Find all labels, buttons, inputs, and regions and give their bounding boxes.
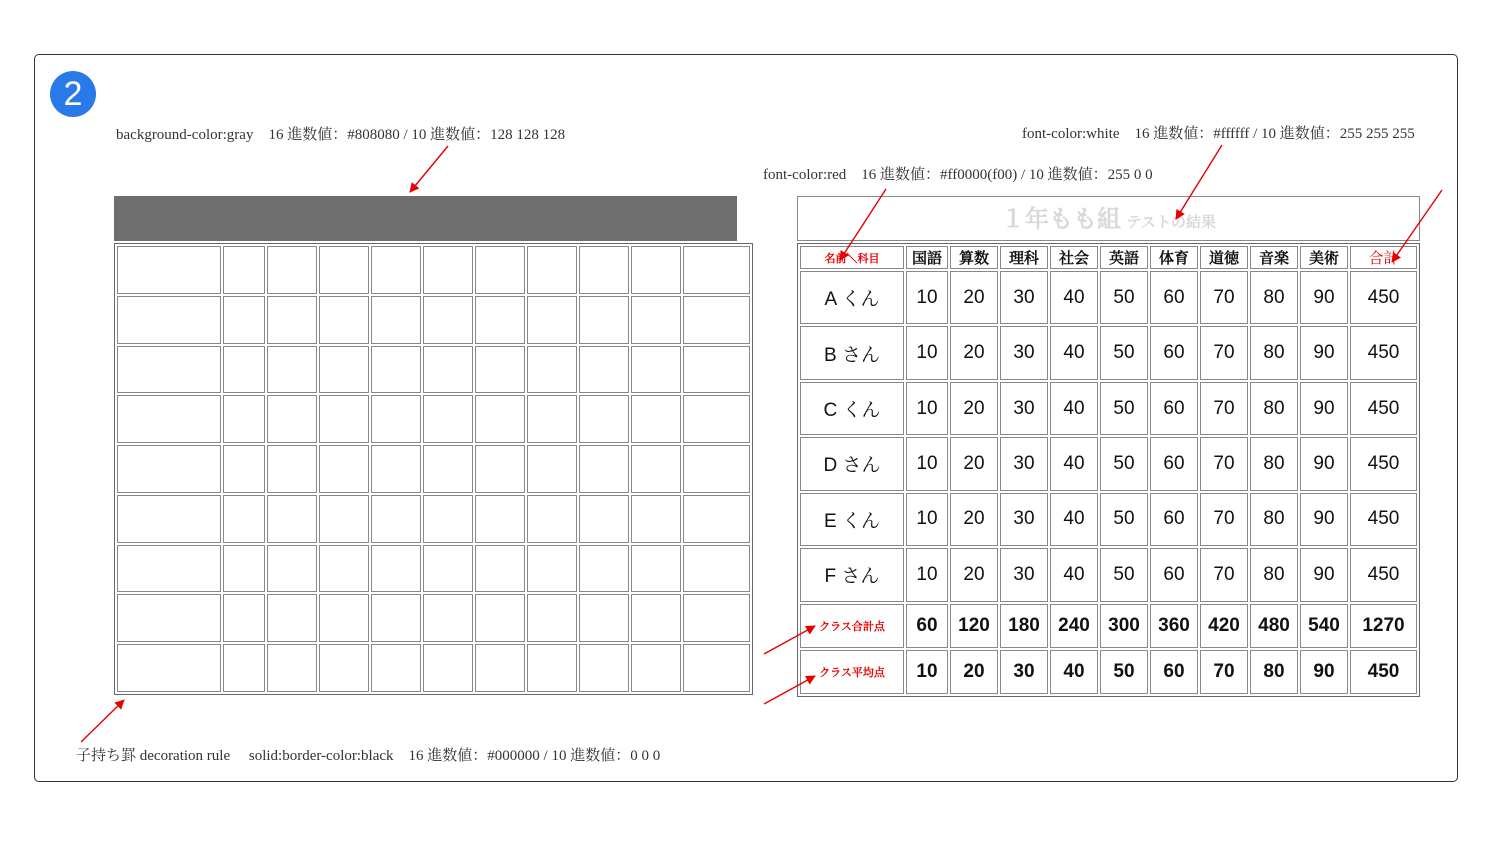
student-name-cell: C くん	[800, 382, 904, 435]
empty-grid-cell	[579, 495, 629, 543]
score-cell: 450	[1350, 271, 1417, 324]
score-cell: 20	[950, 548, 998, 601]
empty-grid-row	[117, 445, 750, 493]
score-cell: 60	[1150, 271, 1198, 324]
empty-grid-row	[117, 644, 750, 692]
summary-value-cell: 80	[1250, 650, 1298, 694]
score-cell: 70	[1200, 326, 1248, 379]
note-font-color-red: font-color:red 16 進数値：#ff0000(f00) / 10 進数値：255 0 0	[763, 167, 1153, 183]
empty-grid-cell	[475, 644, 525, 692]
empty-grid-cell	[423, 346, 473, 394]
empty-grid-cell	[475, 246, 525, 294]
score-cell: 30	[1000, 437, 1048, 490]
empty-grid-cell	[267, 395, 317, 443]
empty-grid-cell	[579, 296, 629, 344]
empty-grid-cell	[267, 296, 317, 344]
empty-grid-cell	[527, 296, 577, 344]
header-subject: 算数	[950, 246, 998, 269]
empty-grid-cell	[117, 246, 221, 294]
empty-grid-row	[117, 594, 750, 642]
table-row	[800, 326, 1417, 379]
empty-grid-cell	[223, 594, 265, 642]
score-cell: 60	[1150, 548, 1198, 601]
empty-grid-cell	[267, 594, 317, 642]
empty-grid-cell	[267, 495, 317, 543]
empty-grid-cell	[117, 395, 221, 443]
empty-grid-cell	[223, 495, 265, 543]
summary-value-cell: 240	[1050, 604, 1098, 648]
empty-grid-cell	[527, 594, 577, 642]
score-cell: 10	[906, 437, 948, 490]
table-row	[800, 271, 1417, 324]
empty-grid-cell	[683, 445, 750, 493]
summary-value-cell: 60	[906, 604, 948, 648]
score-cell: 30	[1000, 271, 1048, 324]
student-name-cell: D さん	[800, 437, 904, 490]
empty-grid-cell	[631, 545, 681, 593]
summary-row	[800, 604, 1417, 648]
score-cell: 80	[1250, 493, 1298, 546]
summary-value-cell: 450	[1350, 650, 1417, 694]
empty-grid-cell	[319, 545, 369, 593]
student-name-cell: E くん	[800, 493, 904, 546]
empty-grid-cell	[117, 545, 221, 593]
empty-grid-cell	[683, 545, 750, 593]
score-cell: 70	[1200, 382, 1248, 435]
score-cell: 60	[1150, 493, 1198, 546]
header-subject: 英語	[1100, 246, 1148, 269]
empty-grid-cell	[423, 296, 473, 344]
empty-grid-cell	[371, 545, 421, 593]
header-subject: 道徳	[1200, 246, 1248, 269]
header-subject: 音楽	[1250, 246, 1298, 269]
score-cell: 20	[950, 437, 998, 490]
empty-grid-cell	[631, 495, 681, 543]
header-subject: 体育	[1150, 246, 1198, 269]
empty-grid-cell	[631, 594, 681, 642]
header-subject: 理科	[1000, 246, 1048, 269]
score-cell: 20	[950, 382, 998, 435]
empty-grid-cell	[423, 594, 473, 642]
score-cell: 90	[1300, 326, 1348, 379]
summary-value-cell: 180	[1000, 604, 1048, 648]
score-cell: 450	[1350, 437, 1417, 490]
empty-grid-row	[117, 246, 750, 294]
empty-grid-cell	[683, 594, 750, 642]
step-number-badge: 2	[50, 71, 96, 117]
summary-label-cell: クラス合計点	[800, 604, 904, 648]
empty-grid-cell	[631, 296, 681, 344]
empty-grid-cell	[631, 644, 681, 692]
score-cell: 40	[1050, 382, 1098, 435]
empty-grid-cell	[267, 346, 317, 394]
score-cell: 450	[1350, 548, 1417, 601]
summary-value-cell: 120	[950, 604, 998, 648]
score-cell: 80	[1250, 437, 1298, 490]
score-cell: 30	[1000, 548, 1048, 601]
score-cell: 30	[1000, 326, 1048, 379]
student-name-cell: B さん	[800, 326, 904, 379]
empty-grid-cell	[527, 545, 577, 593]
score-cell: 80	[1250, 548, 1298, 601]
score-cell: 60	[1150, 437, 1198, 490]
score-cell: 90	[1300, 493, 1348, 546]
summary-row	[800, 650, 1417, 694]
score-cell: 70	[1200, 493, 1248, 546]
score-cell: 50	[1100, 271, 1148, 324]
summary-value-cell: 90	[1300, 650, 1348, 694]
empty-grid-cell	[631, 246, 681, 294]
score-cell: 60	[1150, 326, 1198, 379]
note-font-color-white: font-color:white 16 進数値：#ffffff / 10 進数値：255 255 255	[1022, 126, 1415, 142]
empty-grid-cell	[475, 495, 525, 543]
score-cell: 50	[1100, 548, 1148, 601]
empty-grid-cell	[475, 545, 525, 593]
empty-grid-cell	[475, 296, 525, 344]
empty-grid-cell	[527, 395, 577, 443]
summary-label-cell: クラス平均点	[800, 650, 904, 694]
header-subject: 美術	[1300, 246, 1348, 269]
summary-value-cell: 480	[1250, 604, 1298, 648]
summary-value-cell: 300	[1100, 604, 1148, 648]
empty-grid-cell	[683, 346, 750, 394]
score-cell: 60	[1150, 382, 1198, 435]
table-header-row	[800, 246, 1417, 269]
empty-grid-cell	[267, 445, 317, 493]
empty-grid-cell	[527, 346, 577, 394]
empty-grid-cell	[371, 296, 421, 344]
empty-grid-cell	[267, 246, 317, 294]
summary-value-cell: 540	[1300, 604, 1348, 648]
header-subject: 国語	[906, 246, 948, 269]
score-cell: 70	[1200, 437, 1248, 490]
empty-grid-row	[117, 346, 750, 394]
empty-grid-cell	[579, 346, 629, 394]
empty-grid-cell	[371, 594, 421, 642]
empty-grid-cell	[527, 495, 577, 543]
empty-grid-cell	[527, 246, 577, 294]
score-cell: 30	[1000, 493, 1048, 546]
score-cell: 20	[950, 326, 998, 379]
score-cell: 40	[1050, 437, 1098, 490]
empty-grid-cell	[631, 395, 681, 443]
score-cell: 20	[950, 493, 998, 546]
empty-grid-cell	[683, 644, 750, 692]
empty-grid-cell	[117, 346, 221, 394]
empty-table-grid	[114, 243, 753, 695]
score-cell: 50	[1100, 437, 1148, 490]
empty-grid-cell	[579, 644, 629, 692]
note-background-color: background-color:gray 16 進数値：#808080 / 10 進数値：128 128 128	[116, 127, 566, 143]
score-cell: 20	[950, 271, 998, 324]
empty-grid-cell	[267, 644, 317, 692]
score-cell: 30	[1000, 382, 1048, 435]
caption-subtitle: テストの結果	[1126, 213, 1216, 231]
score-cell: 10	[906, 493, 948, 546]
empty-grid-cell	[475, 445, 525, 493]
empty-grid-cell	[223, 545, 265, 593]
score-cell: 80	[1250, 271, 1298, 324]
empty-grid-cell	[475, 594, 525, 642]
score-cell: 80	[1250, 326, 1298, 379]
empty-grid-cell	[223, 644, 265, 692]
test-results-table	[797, 243, 1420, 697]
score-cell: 450	[1350, 326, 1417, 379]
score-cell: 40	[1050, 548, 1098, 601]
student-name-cell: F さん	[800, 548, 904, 601]
empty-grid-cell	[319, 495, 369, 543]
summary-value-cell: 30	[1000, 650, 1048, 694]
empty-grid-cell	[117, 296, 221, 344]
score-cell: 70	[1200, 548, 1248, 601]
empty-grid-cell	[475, 346, 525, 394]
empty-grid-cell	[223, 445, 265, 493]
empty-grid-cell	[371, 644, 421, 692]
summary-value-cell: 1270	[1350, 604, 1417, 648]
summary-value-cell: 50	[1100, 650, 1148, 694]
score-cell: 10	[906, 382, 948, 435]
score-cell: 40	[1050, 493, 1098, 546]
empty-grid-cell	[423, 545, 473, 593]
note-border-rule: 子持ち罫 decoration rule solid:border-color:black 16 進数値：#000000 / 10 進数値：0 0 0	[76, 748, 661, 764]
empty-grid-cell	[319, 296, 369, 344]
summary-value-cell: 40	[1050, 650, 1098, 694]
score-cell: 50	[1100, 493, 1148, 546]
empty-grid-cell	[117, 495, 221, 543]
empty-grid-cell	[267, 545, 317, 593]
summary-value-cell: 20	[950, 650, 998, 694]
empty-grid-cell	[683, 395, 750, 443]
empty-grid-cell	[319, 346, 369, 394]
table-row	[800, 382, 1417, 435]
score-cell: 10	[906, 326, 948, 379]
empty-grid-cell	[579, 594, 629, 642]
score-cell: 90	[1300, 548, 1348, 601]
empty-grid-row	[117, 545, 750, 593]
empty-grid-cell	[683, 495, 750, 543]
score-cell: 50	[1100, 382, 1148, 435]
table-row	[800, 548, 1417, 601]
table-caption	[797, 196, 1420, 241]
caption-class-name: １年もも組	[1001, 205, 1121, 233]
empty-grid-cell	[117, 594, 221, 642]
empty-grid-cell	[527, 445, 577, 493]
score-cell: 40	[1050, 271, 1098, 324]
summary-value-cell: 70	[1200, 650, 1248, 694]
empty-grid-cell	[117, 445, 221, 493]
score-cell: 50	[1100, 326, 1148, 379]
summary-value-cell: 10	[906, 650, 948, 694]
summary-value-cell: 60	[1150, 650, 1198, 694]
student-name-cell: A くん	[800, 271, 904, 324]
table-row	[800, 437, 1417, 490]
empty-grid-cell	[319, 644, 369, 692]
gray-header-bar	[114, 196, 737, 241]
empty-grid-cell	[371, 346, 421, 394]
empty-grid-cell	[579, 445, 629, 493]
summary-value-cell: 420	[1200, 604, 1248, 648]
header-total: 合計	[1350, 246, 1417, 269]
table-row	[800, 493, 1417, 546]
empty-grid-cell	[423, 445, 473, 493]
score-cell: 10	[906, 271, 948, 324]
score-cell: 450	[1350, 493, 1417, 546]
empty-grid-cell	[223, 395, 265, 443]
empty-grid-cell	[223, 296, 265, 344]
empty-grid-cell	[319, 395, 369, 443]
empty-grid-cell	[371, 395, 421, 443]
empty-grid-cell	[579, 545, 629, 593]
score-cell: 450	[1350, 382, 1417, 435]
empty-grid-cell	[683, 246, 750, 294]
empty-grid-row	[117, 296, 750, 344]
empty-grid-cell	[319, 246, 369, 294]
score-cell: 90	[1300, 271, 1348, 324]
empty-grid-cell	[371, 246, 421, 294]
empty-grid-row	[117, 495, 750, 543]
empty-grid-cell	[223, 246, 265, 294]
empty-grid-cell	[319, 594, 369, 642]
score-cell: 70	[1200, 271, 1248, 324]
header-name-subject: 名前＼科目	[800, 246, 904, 269]
header-subject: 社会	[1050, 246, 1098, 269]
score-cell: 90	[1300, 382, 1348, 435]
empty-grid-cell	[117, 644, 221, 692]
score-cell: 90	[1300, 437, 1348, 490]
empty-grid-cell	[223, 346, 265, 394]
empty-grid-cell	[579, 395, 629, 443]
empty-grid-cell	[319, 445, 369, 493]
empty-grid-cell	[631, 346, 681, 394]
empty-grid-cell	[631, 445, 681, 493]
summary-value-cell: 360	[1150, 604, 1198, 648]
score-cell: 10	[906, 548, 948, 601]
score-cell: 40	[1050, 326, 1098, 379]
empty-grid-row	[117, 395, 750, 443]
empty-grid-cell	[423, 246, 473, 294]
empty-grid-cell	[371, 495, 421, 543]
empty-grid-cell	[371, 445, 421, 493]
empty-grid-cell	[527, 644, 577, 692]
empty-grid-cell	[423, 395, 473, 443]
empty-grid-cell	[475, 395, 525, 443]
empty-grid-cell	[423, 495, 473, 543]
empty-grid-cell	[683, 296, 750, 344]
empty-grid-cell	[423, 644, 473, 692]
score-cell: 80	[1250, 382, 1298, 435]
empty-grid-cell	[579, 246, 629, 294]
